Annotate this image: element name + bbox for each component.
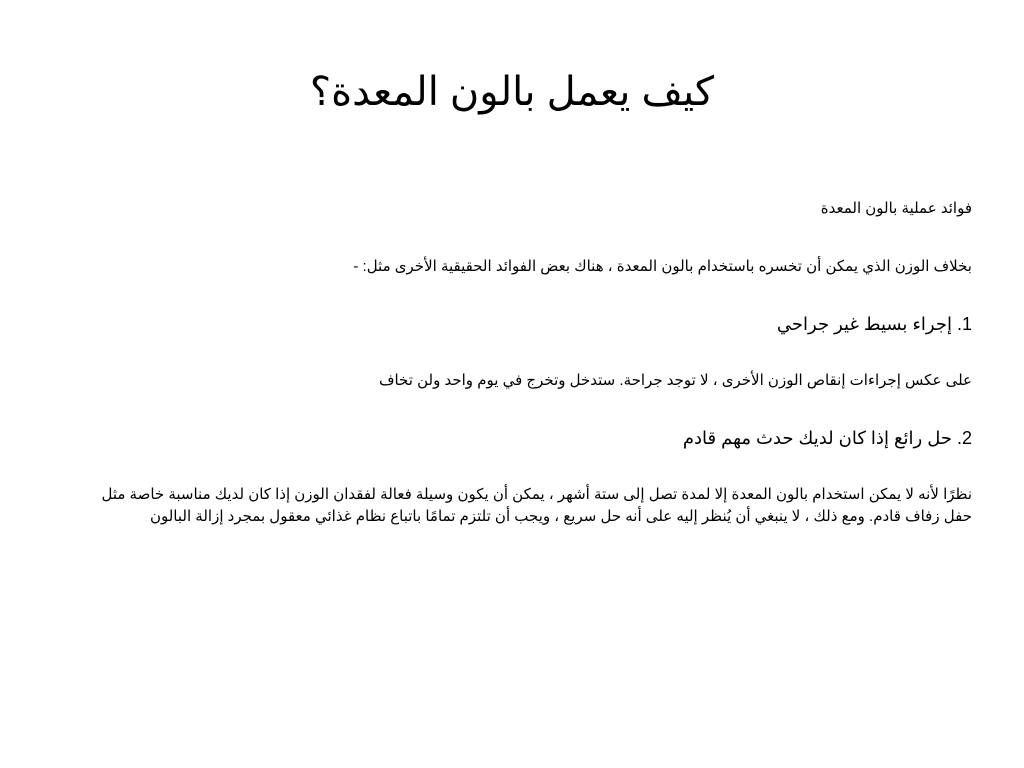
benefit-2-description: نظرًا لأنه لا يمكن استخدام بالون المعدة إلا لمدة تصل إلى ستة أشهر ، يمكن أن يكون وسيلة فعالة لفقدان الوزن إذا كان لديك مناسبة خاصة مثل حفل زفاف قادم. ومع ذلك ، لا ينبغي أن يُنظر إليه على أنه حل سريع ، ويجب أن تلتزم تمامًا باتباع نظام غذائي معقول بمجرد إزالة البالون <box>101 486 972 525</box>
section-heading-benefits: فوائد عملية بالون المعدة <box>820 200 972 217</box>
benefit-1-heading: 1. إجراء بسيط غير جراحي <box>776 314 972 334</box>
benefit-2-heading: 2. حل رائع إذا كان لديك حدث مهم قادم <box>682 428 972 448</box>
benefits-intro-paragraph: بخلاف الوزن الذي يمكن أن تخسره باستخدام بالون المعدة ، هناك بعض الفوائد الحقيقية الأخرى مثل: - <box>353 258 972 275</box>
benefit-1-description: على عكس إجراءات إنقاص الوزن الأخرى ، لا توجد جراحة. ستدخل وتخرج في يوم واحد ولن تخاف <box>378 372 972 389</box>
slide-title: كيف يعمل بالون المعدة؟ <box>309 70 715 114</box>
